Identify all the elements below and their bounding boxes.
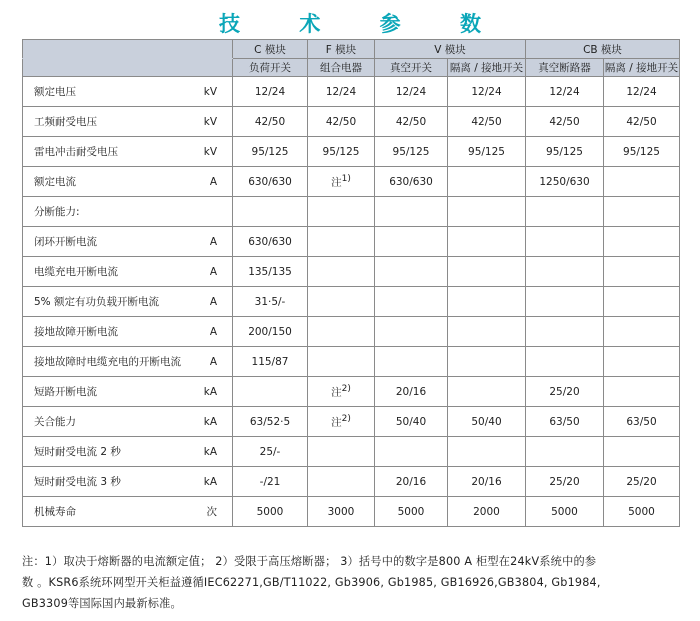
header-row-modules [23, 40, 680, 59]
value-cell-f [308, 347, 375, 377]
note-marker: 2) [341, 413, 351, 424]
header-cb-module: CB 模块 [526, 40, 680, 59]
value-cell-c: 630/630 [233, 227, 308, 257]
unit-label: A [191, 227, 233, 257]
value-cell-v2 [448, 167, 526, 197]
value-cell-cb2 [604, 437, 680, 467]
value-cell-c: 12/24 [233, 77, 308, 107]
header-corner-sub [23, 59, 233, 77]
unit-label: kV [191, 137, 233, 167]
table-row [23, 137, 680, 167]
value-cell-c: 135/135 [233, 257, 308, 287]
param-label: 短时耐受电流 2 秒 [23, 437, 191, 467]
value-cell-cb1: 95/125 [526, 137, 604, 167]
header-corner [23, 40, 233, 59]
value-cell-cb1 [526, 197, 604, 227]
value-cell-cb2: 12/24 [604, 77, 680, 107]
param-label: 雷电冲击耐受电压 [23, 137, 191, 167]
note-marker: 1) [341, 173, 351, 184]
value-cell-cb2 [604, 347, 680, 377]
param-label: 闭环开断电流 [23, 227, 191, 257]
table-row [23, 167, 680, 197]
note-text: 注 [331, 416, 342, 429]
param-label: 机械寿命 [23, 497, 191, 527]
value-cell-cb1: 25/20 [526, 467, 604, 497]
value-cell-c: 95/125 [233, 137, 308, 167]
value-cell-v1: 20/16 [375, 377, 448, 407]
value-cell-f: 3000 [308, 497, 375, 527]
value-cell-c: 63/52·5 [233, 407, 308, 437]
value-cell-cb2: 95/125 [604, 137, 680, 167]
header-f-module: F 模块 [308, 40, 375, 59]
param-label: 接地故障开断电流 [23, 317, 191, 347]
value-cell-v2: 2000 [448, 497, 526, 527]
table-row [23, 197, 680, 227]
param-label: 工频耐受电压 [23, 107, 191, 137]
unit-label: A [191, 347, 233, 377]
value-cell-v1 [375, 317, 448, 347]
value-cell-v2: 95/125 [448, 137, 526, 167]
value-cell-cb2: 42/50 [604, 107, 680, 137]
value-cell-cb1: 42/50 [526, 107, 604, 137]
header-v-module: V 模块 [375, 40, 526, 59]
param-label: 接地故障时电缆充电的开断电流 [23, 347, 191, 377]
value-cell-f [308, 437, 375, 467]
header-sub: 隔离 / 接地开关 [604, 59, 680, 77]
value-cell-v1 [375, 227, 448, 257]
page-title: 技 术 参 数 [219, 12, 507, 36]
value-cell-v2 [448, 197, 526, 227]
value-cell-v1 [375, 197, 448, 227]
value-cell-v2 [448, 287, 526, 317]
note-marker: 2) [341, 383, 351, 394]
value-cell-c: 25/- [233, 437, 308, 467]
value-cell-f [308, 197, 375, 227]
unit-label: A [191, 257, 233, 287]
value-cell-cb2 [604, 317, 680, 347]
value-cell-c: 630/630 [233, 167, 308, 197]
value-cell-v2 [448, 347, 526, 377]
value-cell-f [308, 257, 375, 287]
value-cell-v1: 12/24 [375, 77, 448, 107]
value-cell-v1 [375, 347, 448, 377]
value-cell-v1 [375, 257, 448, 287]
value-cell-cb1 [526, 227, 604, 257]
value-cell-v2: 50/40 [448, 407, 526, 437]
footnote [22, 551, 682, 614]
header-sub: 负荷开关 [233, 59, 308, 77]
value-cell-v1 [375, 287, 448, 317]
value-cell-f [308, 317, 375, 347]
value-cell-f [308, 407, 375, 437]
value-cell-c: 115/87 [233, 347, 308, 377]
param-label: 额定电流 [23, 167, 191, 197]
value-cell-v1: 95/125 [375, 137, 448, 167]
table-row [23, 377, 680, 407]
value-cell-c [233, 377, 308, 407]
value-cell-f [308, 227, 375, 257]
value-cell-v2: 12/24 [448, 77, 526, 107]
value-cell-cb2: 63/50 [604, 407, 680, 437]
table-body [23, 77, 680, 527]
header-sub: 组合电器 [308, 59, 375, 77]
value-cell-cb2 [604, 287, 680, 317]
value-cell-v2 [448, 317, 526, 347]
header-c-module: C 模块 [233, 40, 308, 59]
value-cell-v1: 42/50 [375, 107, 448, 137]
value-cell-cb1 [526, 287, 604, 317]
footnote-line: 数 。KSR6系统环网型开关柜益遵循IEC62271,GB/T11022, Gb3906, Gb1985, GB16926,GB3804, Gb1984, [22, 576, 601, 589]
unit-label: A [191, 167, 233, 197]
value-cell-v1: 20/16 [375, 467, 448, 497]
param-label: 关合能力 [23, 407, 191, 437]
value-cell-c: -/21 [233, 467, 308, 497]
value-cell-f [308, 377, 375, 407]
value-cell-cb2 [604, 377, 680, 407]
value-cell-f [308, 467, 375, 497]
header-sub: 真空开关 [375, 59, 448, 77]
value-cell-cb1 [526, 257, 604, 287]
value-cell-v1: 5000 [375, 497, 448, 527]
value-cell-f [308, 287, 375, 317]
value-cell-cb1: 5000 [526, 497, 604, 527]
value-cell-cb1: 63/50 [526, 407, 604, 437]
param-label: 短路开断电流 [23, 377, 191, 407]
unit-label: A [191, 317, 233, 347]
value-cell-v2 [448, 257, 526, 287]
note-text: 注 [331, 386, 342, 399]
value-cell-cb1: 1250/630 [526, 167, 604, 197]
table-row [23, 107, 680, 137]
table-row [23, 497, 680, 527]
unit-label: kA [191, 437, 233, 467]
value-cell-f: 12/24 [308, 77, 375, 107]
value-cell-c: 42/50 [233, 107, 308, 137]
table-row [23, 467, 680, 497]
table-row [23, 77, 680, 107]
value-cell-c: 5000 [233, 497, 308, 527]
value-cell-f [308, 167, 375, 197]
header-sub: 隔离 / 接地开关 [448, 59, 526, 77]
param-label: 分断能力: [23, 197, 191, 227]
unit-label: kA [191, 407, 233, 437]
value-cell-v2 [448, 227, 526, 257]
param-label: 5% 额定有功负载开断电流 [23, 287, 191, 317]
table-row [23, 257, 680, 287]
table-row [23, 317, 680, 347]
unit-label: kV [191, 77, 233, 107]
header-sub: 真空断路器 [526, 59, 604, 77]
value-cell-v1: 50/40 [375, 407, 448, 437]
param-label: 额定电压 [23, 77, 191, 107]
value-cell-cb2: 25/20 [604, 467, 680, 497]
value-cell-cb1: 25/20 [526, 377, 604, 407]
param-label: 短时耐受电流 3 秒 [23, 467, 191, 497]
value-cell-c: 31·5/- [233, 287, 308, 317]
unit-label: kV [191, 107, 233, 137]
spec-table [22, 39, 680, 527]
unit-label: kA [191, 377, 233, 407]
footnote-line: 注：1）取决于熔断器的电流额定值； 2）受限于高压熔断器； 3）括号中的数字是800 A 柜型在24kV系统中的参 [22, 555, 597, 568]
value-cell-c [233, 197, 308, 227]
value-cell-f: 95/125 [308, 137, 375, 167]
value-cell-f: 42/50 [308, 107, 375, 137]
value-cell-v1: 630/630 [375, 167, 448, 197]
param-label: 电缆充电开断电流 [23, 257, 191, 287]
value-cell-v2 [448, 437, 526, 467]
value-cell-cb1 [526, 437, 604, 467]
unit-label: 次 [191, 497, 233, 527]
unit-label: A [191, 287, 233, 317]
value-cell-cb2 [604, 227, 680, 257]
value-cell-cb2 [604, 167, 680, 197]
value-cell-c: 200/150 [233, 317, 308, 347]
unit-label: kA [191, 467, 233, 497]
table-row [23, 227, 680, 257]
value-cell-v2: 42/50 [448, 107, 526, 137]
table-row [23, 437, 680, 467]
unit-label [191, 197, 233, 227]
table-row [23, 347, 680, 377]
value-cell-v2 [448, 377, 526, 407]
value-cell-v1 [375, 437, 448, 467]
value-cell-cb1 [526, 317, 604, 347]
value-cell-cb2 [604, 257, 680, 287]
value-cell-cb2 [604, 197, 680, 227]
footnote-line: GB3309等国际国内最新标准。 [22, 597, 182, 610]
value-cell-cb1: 12/24 [526, 77, 604, 107]
note-text: 注 [331, 176, 342, 189]
table-row [23, 287, 680, 317]
table-row [23, 407, 680, 437]
value-cell-cb1 [526, 347, 604, 377]
value-cell-cb2: 5000 [604, 497, 680, 527]
header-row-subs [23, 59, 680, 77]
value-cell-v2: 20/16 [448, 467, 526, 497]
